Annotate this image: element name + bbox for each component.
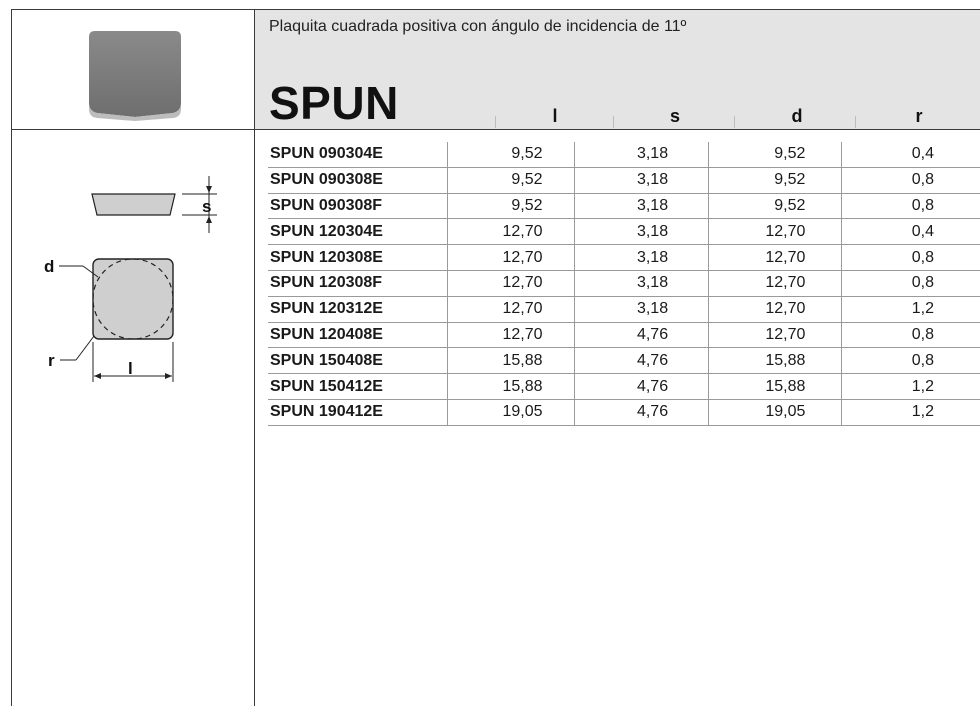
cell-l: 12,70 (448, 219, 574, 245)
column-separator (613, 116, 614, 128)
insert-photo (85, 29, 185, 125)
cell-code: SPUN 190412E (268, 399, 448, 425)
product-photo-panel (12, 10, 255, 130)
cell-d: 15,88 (709, 348, 842, 374)
cell-code: SPUN 090304E (268, 142, 448, 167)
cell-r: 1,2 (842, 296, 980, 322)
cell-r: 0,8 (842, 270, 980, 296)
table-row (268, 167, 980, 193)
label-s: s (202, 197, 212, 216)
cell-d: 12,70 (709, 219, 842, 245)
title-panel (255, 10, 980, 130)
cell-l: 9,52 (448, 167, 574, 193)
cell-d: 15,88 (709, 374, 842, 400)
table-row (268, 296, 980, 322)
column-header-l: l (552, 106, 558, 126)
cell-code: SPUN 150412E (268, 374, 448, 400)
cell-code: SPUN 120308E (268, 245, 448, 271)
column-separator (495, 116, 496, 128)
table-row (268, 219, 980, 245)
cell-code: SPUN 150408E (268, 348, 448, 374)
insert-dimension-diagram (12, 130, 254, 706)
cell-d: 9,52 (709, 142, 842, 167)
cell-l: 9,52 (448, 142, 574, 167)
cell-l: 15,88 (448, 374, 574, 400)
cell-s: 4,76 (574, 374, 709, 400)
cell-code: SPUN 120312E (268, 296, 448, 322)
cell-r: 1,2 (842, 399, 980, 425)
spec-table (268, 142, 980, 426)
cell-d: 19,05 (709, 399, 842, 425)
table-row (268, 322, 980, 348)
table-row (268, 142, 980, 167)
column-header-d: d (791, 106, 803, 126)
cell-s: 3,18 (574, 219, 709, 245)
cell-l: 12,70 (448, 322, 574, 348)
cell-d: 9,52 (709, 167, 842, 193)
table-row (268, 193, 980, 219)
cell-d: 12,70 (709, 296, 842, 322)
cell-d: 12,70 (709, 270, 842, 296)
table-row (268, 245, 980, 271)
side-view-shape (92, 194, 175, 215)
cell-s: 3,18 (574, 142, 709, 167)
column-header-s: s (669, 106, 680, 126)
table-row (268, 399, 980, 425)
cell-l: 12,70 (448, 245, 574, 271)
table-row (268, 348, 980, 374)
cell-r: 1,2 (842, 374, 980, 400)
cell-r: 0,8 (842, 167, 980, 193)
cell-s: 3,18 (574, 296, 709, 322)
cell-s: 3,18 (574, 167, 709, 193)
subtitle: Plaquita cuadrada positiva con ángulo de incidencia de 11º (269, 18, 687, 35)
label-l: l (128, 359, 133, 378)
column-separator (734, 116, 735, 128)
label-d: d (44, 257, 55, 276)
cell-code: SPUN 090308F (268, 193, 448, 219)
cell-s: 3,18 (574, 245, 709, 271)
cell-code: SPUN 120308F (268, 270, 448, 296)
cell-l: 12,70 (448, 296, 574, 322)
cell-r: 0,8 (842, 322, 980, 348)
diagram-panel (12, 130, 255, 706)
column-header-r: r (915, 106, 923, 126)
table-row (268, 270, 980, 296)
cell-r: 0,8 (842, 348, 980, 374)
label-r: r (48, 351, 55, 370)
cell-r: 0,4 (842, 142, 980, 167)
page-title: SPUN (269, 77, 399, 129)
cell-d: 12,70 (709, 245, 842, 271)
cell-code: SPUN 120408E (268, 322, 448, 348)
cell-l: 15,88 (448, 348, 574, 374)
cell-d: 12,70 (709, 322, 842, 348)
cell-r: 0,8 (842, 245, 980, 271)
cell-s: 3,18 (574, 270, 709, 296)
cell-l: 19,05 (448, 399, 574, 425)
cell-d: 9,52 (709, 193, 842, 219)
cell-code: SPUN 120304E (268, 219, 448, 245)
cell-s: 4,76 (574, 399, 709, 425)
cell-r: 0,8 (842, 193, 980, 219)
cell-r: 0,4 (842, 219, 980, 245)
cell-l: 12,70 (448, 270, 574, 296)
column-separator (855, 116, 856, 128)
cell-code: SPUN 090308E (268, 167, 448, 193)
cell-s: 3,18 (574, 193, 709, 219)
table-row (268, 374, 980, 400)
cell-l: 9,52 (448, 193, 574, 219)
cell-s: 4,76 (574, 322, 709, 348)
cell-s: 4,76 (574, 348, 709, 374)
